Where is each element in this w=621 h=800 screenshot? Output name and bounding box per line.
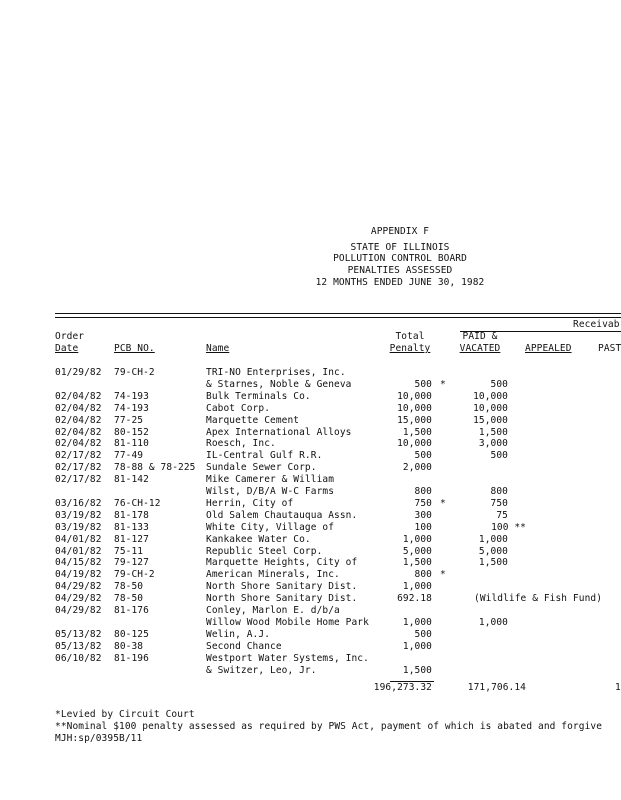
pcb-number: 81-176 (114, 605, 149, 616)
past-header: PAST (598, 343, 621, 354)
pcb-number: 80-152 (114, 426, 149, 438)
order-date: 03/16/82 (55, 497, 102, 509)
party-name: Kankakee Water Co. (206, 533, 311, 545)
party-name: TRI-NO Enterprises, Inc. (206, 367, 346, 378)
party-name: Herrin, City of (206, 497, 294, 509)
pcb-number: 78-88 & 78-225 (114, 462, 196, 474)
order-date: 02/04/82 (55, 414, 102, 426)
party-name: & Switzer, Leo, Jr. (206, 664, 317, 676)
total-penalty: 1,000 (402, 616, 432, 628)
party-name: & Starnes, Noble & Geneva (206, 378, 352, 390)
pcb-number: 76-CH-12 (114, 497, 161, 509)
footnote-pws-act: **Nominal $100 penalty assessed as required by PWS Act, payment of which is abated and forgive (55, 721, 603, 732)
party-name: Marquette Cement (206, 414, 300, 426)
pcb-number: 81-133 (114, 521, 149, 533)
paid-vacated: 10,000 (473, 390, 508, 402)
party-name: Bulk Terminals Co. (206, 390, 311, 402)
total-penalty: 500 (414, 628, 432, 640)
order-date: 04/01/82 (55, 533, 102, 545)
paid-vacated: 10,000 (473, 402, 508, 414)
board-label: POLLUTION CONTROL BOARD (333, 253, 467, 264)
total-penalty: 5,000 (402, 545, 432, 557)
order-date: 03/19/82 (55, 509, 102, 521)
edge-total: 1 (615, 682, 621, 693)
total-penalty: 1,500 (402, 557, 432, 569)
party-name: Old Salem Chautauqua Assn. (206, 509, 358, 521)
paid-vacated: 1,500 (478, 426, 508, 438)
total-penalty: 800 (414, 486, 432, 497)
appealed-header: APPEALED (525, 343, 572, 354)
party-name: Apex International Alloys (206, 426, 352, 438)
total-penalty: 15,000 (397, 414, 432, 426)
order-date: 02/04/82 (55, 402, 102, 414)
pcb-number: 77-25 (114, 414, 144, 426)
penalty-mark: * (440, 569, 446, 581)
total-penalty: 1,500 (402, 426, 432, 438)
pcb-number: 75-11 (114, 545, 144, 557)
pcb-number: 81-178 (114, 509, 149, 521)
pcb-number: 81-110 (114, 438, 149, 450)
total-penalty: 300 (414, 509, 432, 521)
order-header: Order (55, 331, 85, 342)
order-date: 04/15/82 (55, 557, 102, 569)
receivable-header: Receivab (573, 319, 620, 330)
pcb-number: 74-193 (114, 390, 149, 402)
party-name: White City, Village of (206, 521, 335, 533)
paid-vacated: 3,000 (478, 438, 508, 450)
total-penalty: 2,000 (402, 462, 432, 474)
paid-vacated: 1,000 (478, 533, 508, 545)
paid-vacated: 15,000 (473, 414, 508, 426)
pcb-number: 80-125 (114, 628, 149, 640)
total-penalty: 500 (414, 378, 432, 390)
pcb-number: 74-193 (114, 402, 149, 414)
paid-total: 171,706.14 (467, 682, 526, 693)
party-name: Second Chance (206, 640, 282, 652)
total-penalty: 100 (414, 521, 432, 533)
paid-vacated: 500 (490, 450, 508, 462)
pcb-number: 77-49 (114, 450, 144, 462)
pcb-number: 78-50 (114, 581, 144, 593)
paid-vacated: 1,000 (478, 616, 508, 628)
party-name: Westport Water Systems, Inc. (206, 652, 369, 664)
party-name: Mike Camerer & William (206, 474, 335, 486)
order-date: 03/19/82 (55, 521, 102, 533)
order-date: 02/17/82 (55, 462, 102, 474)
total-penalty: 800 (414, 569, 432, 581)
order-date: 04/29/82 (55, 581, 102, 593)
penalty-mark: * (440, 378, 446, 390)
total-penalty: 500 (414, 450, 432, 462)
party-name: Wilst, D/B/A W-C Farms (206, 486, 335, 497)
order-date: 05/13/82 (55, 628, 102, 640)
total-penalty: 692.18 (397, 593, 432, 605)
pcb-number: 79-CH-2 (114, 367, 155, 378)
party-name: North Shore Sanitary Dist. (206, 581, 358, 593)
total-penalty: 1,000 (402, 581, 432, 593)
pcb-number: 78-50 (114, 593, 144, 605)
state-label: STATE OF ILLINOIS (350, 242, 450, 253)
total-penalty: 1,500 (402, 664, 432, 676)
party-name: IL-Central Gulf R.R. (206, 450, 323, 462)
total-penalty: 750 (414, 497, 432, 509)
party-name: Sundale Sewer Corp. (206, 462, 317, 474)
total-penalty: 1,000 (402, 533, 432, 545)
penalty-total: 196,273.32 (373, 682, 432, 693)
order-date: 04/29/82 (55, 593, 102, 605)
party-name: Willow Wood Mobile Home Park (206, 616, 369, 628)
total-header: Total (395, 331, 425, 342)
party-name: Conley, Marlon E. d/b/a (206, 605, 340, 616)
order-date: 04/29/82 (55, 605, 102, 616)
order-date: 04/19/82 (55, 569, 102, 581)
order-date: 02/04/82 (55, 426, 102, 438)
paid-vacated: 5,000 (478, 545, 508, 557)
penalty-mark: * (440, 497, 446, 509)
party-name: American Minerals, Inc. (206, 569, 340, 581)
header-rule-bottom (55, 317, 621, 318)
footnote-circuit-court: *Levied by Circuit Court (55, 709, 195, 720)
period-label: 12 MONTHS ENDED JUNE 30, 1982 (315, 277, 485, 288)
pcb-header: PCB NO. (114, 343, 155, 354)
order-date: 02/04/82 (55, 390, 102, 402)
paid-vacated: 1,500 (478, 557, 508, 569)
pcb-number: 81-196 (114, 652, 149, 664)
party-name: Welin, A.J. (206, 628, 271, 640)
date-header: Date (55, 343, 79, 354)
paid-vacated: (Wildlife & Fish Fund) (474, 593, 603, 605)
party-name: Marquette Heights, City of (206, 557, 358, 569)
order-date: 02/04/82 (55, 438, 102, 450)
header-rule-top (55, 313, 621, 314)
document-reference: MJH:sp/0395B/11 (55, 733, 143, 744)
order-date: 02/17/82 (55, 474, 102, 486)
paid-vacated: 750 (490, 497, 508, 509)
order-date: 01/29/82 (55, 367, 102, 378)
paid-vacated: 75 (496, 509, 508, 521)
order-date: 05/13/82 (55, 640, 102, 652)
order-date: 06/10/82 (55, 652, 102, 664)
party-name: Cabot Corp. (206, 402, 271, 414)
paid-header: PAID & (462, 331, 498, 342)
pcb-number: 79-CH-2 (114, 569, 155, 581)
party-name: Republic Steel Corp. (206, 545, 323, 557)
penalty-header: Penalty (389, 343, 431, 354)
total-penalty: 10,000 (397, 438, 432, 450)
total-penalty: 1,000 (402, 640, 432, 652)
pcb-number: 81-142 (114, 474, 149, 486)
pcb-number: 80-38 (114, 640, 144, 652)
order-date: 04/01/82 (55, 545, 102, 557)
total-penalty: 10,000 (397, 390, 432, 402)
subtitle-label: PENALTIES ASSESSED (347, 265, 453, 276)
pcb-number: 81-127 (114, 533, 149, 545)
paid-vacated: 500 (490, 378, 508, 390)
vacated-header: VACATED (459, 343, 501, 354)
party-name: North Shore Sanitary Dist. (206, 593, 358, 605)
order-date: 02/17/82 (55, 450, 102, 462)
name-header: Name (206, 343, 230, 354)
total-penalty: 10,000 (397, 402, 432, 414)
paid-vacated: 100 ** (491, 521, 526, 533)
appendix-label: APPENDIX F (370, 226, 430, 237)
paid-vacated: 800 (490, 486, 508, 497)
pcb-number: 79-127 (114, 557, 149, 569)
party-name: Roesch, Inc. (206, 438, 276, 450)
